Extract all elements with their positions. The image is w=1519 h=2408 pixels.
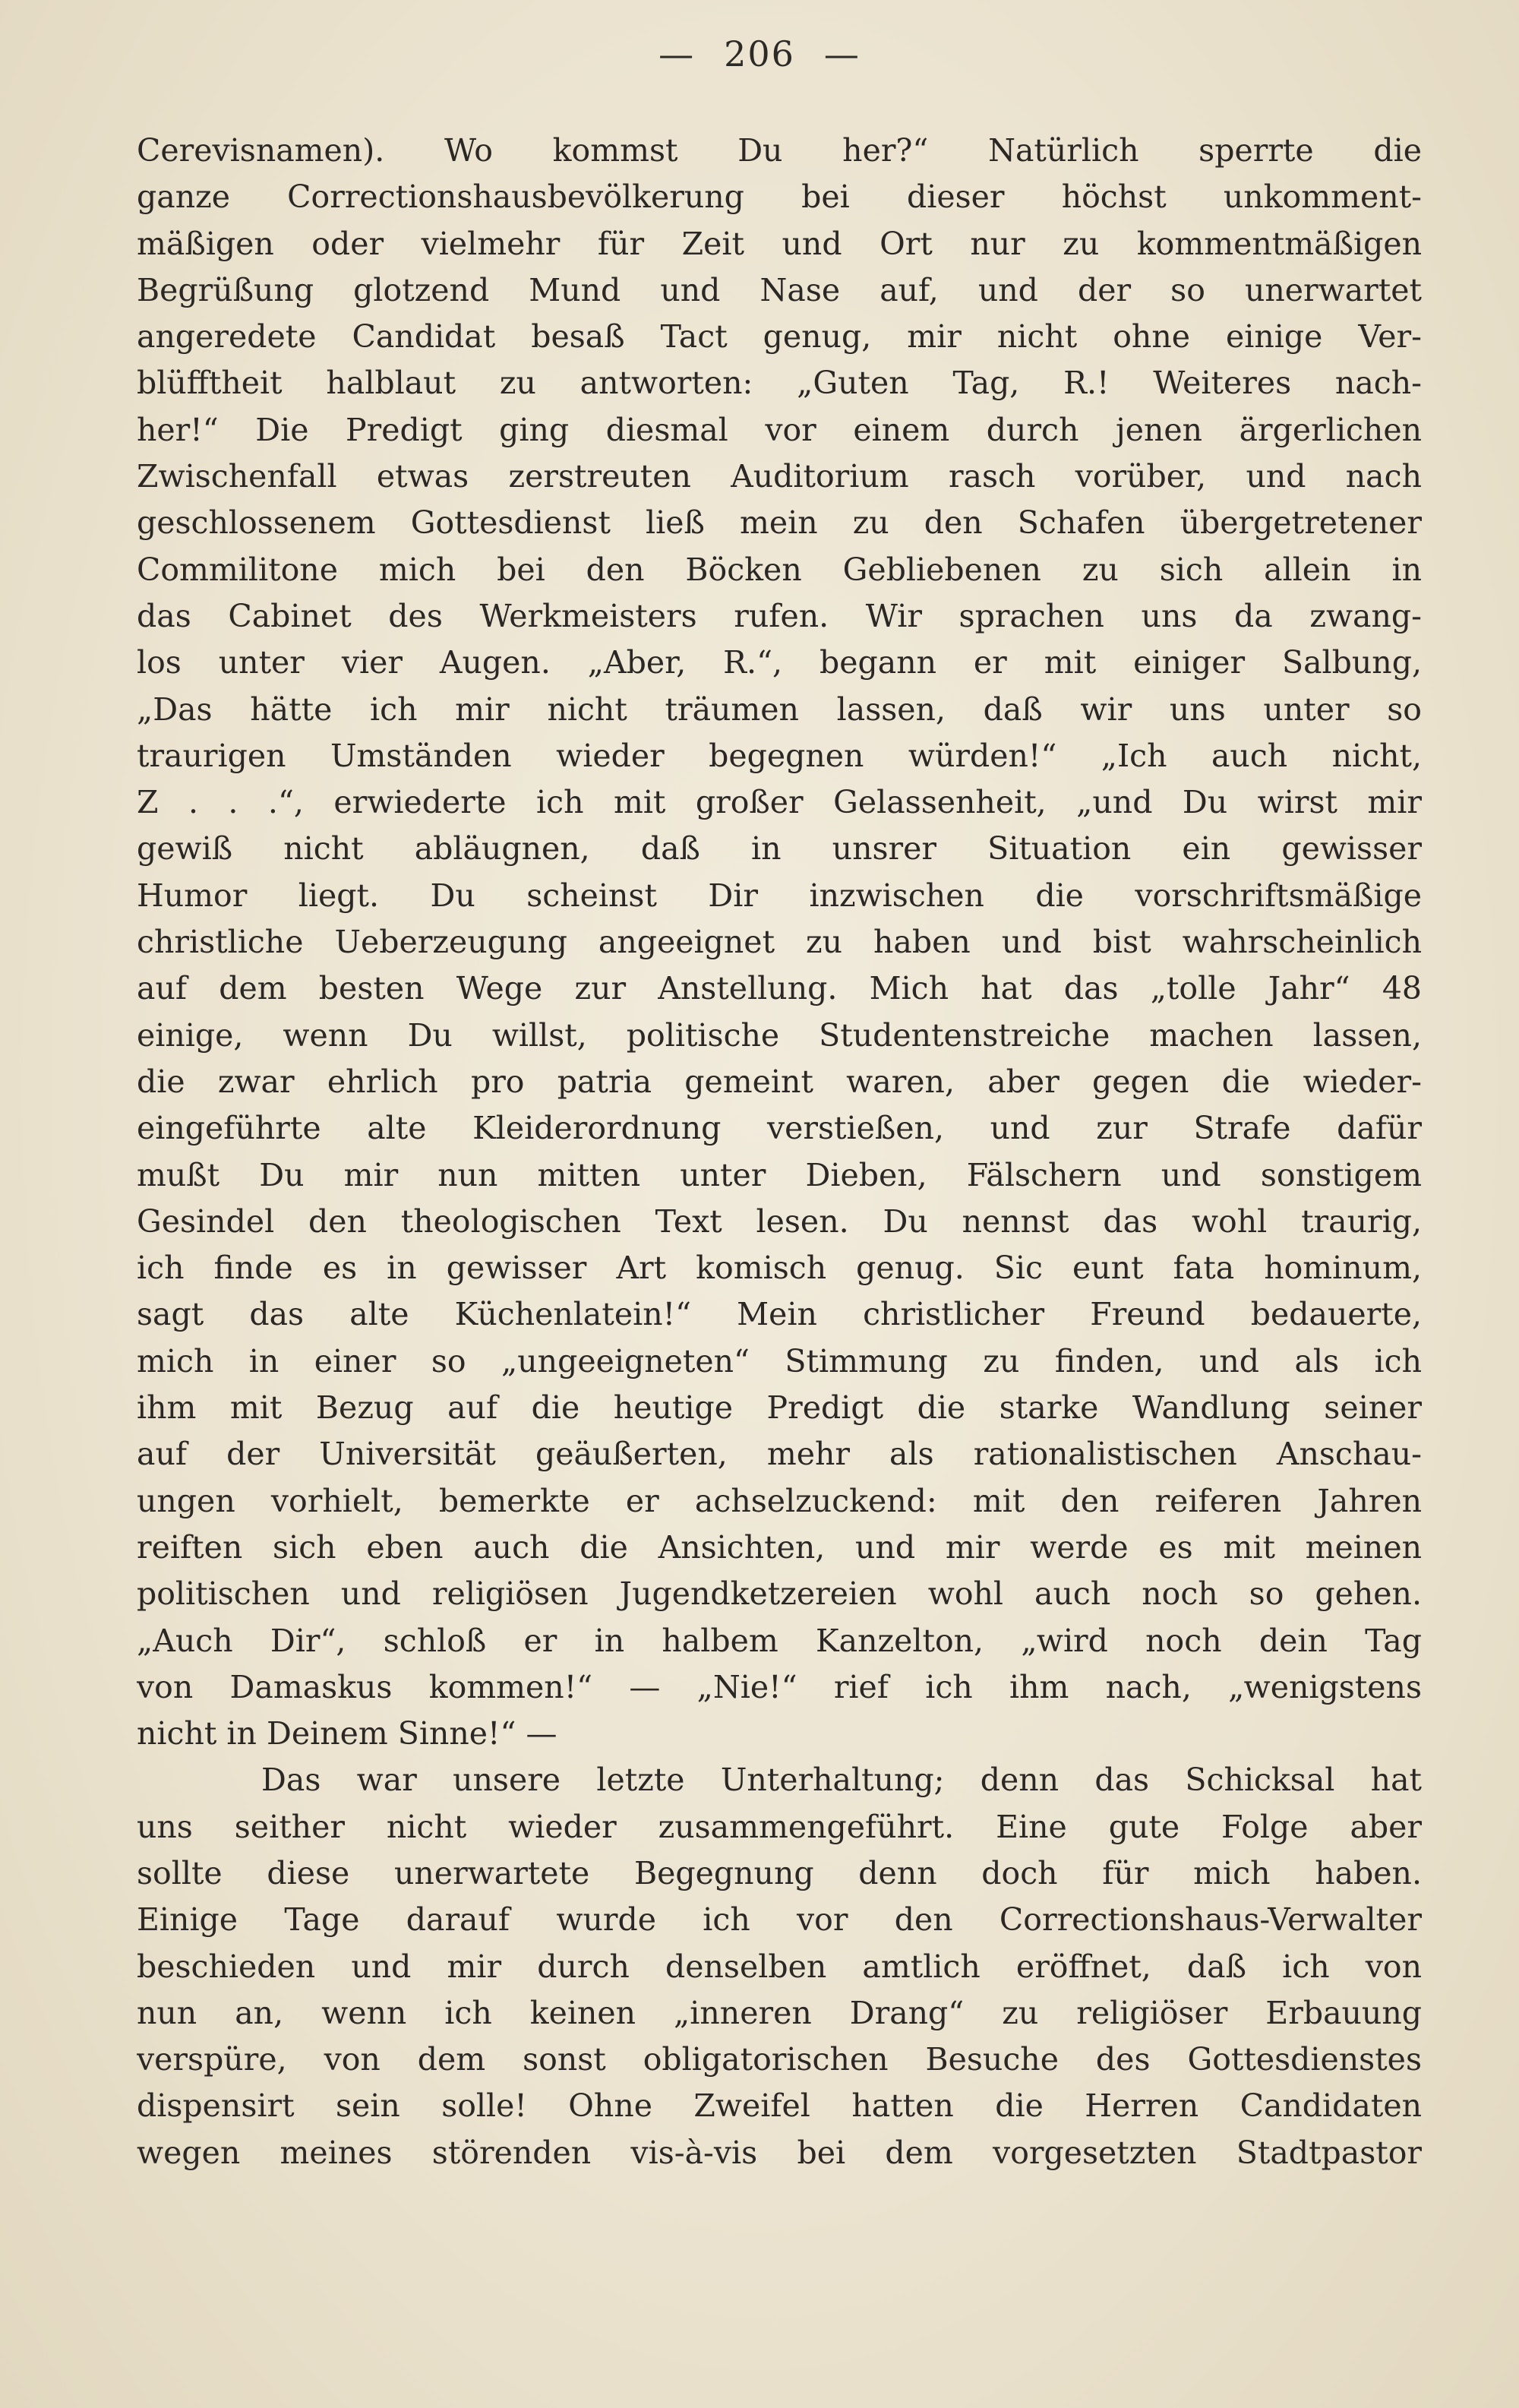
header-dash-left: — xyxy=(658,33,696,74)
paragraph-end-line: nicht in Deinem Sinne!“ — xyxy=(137,1715,557,1752)
header-dash-right: — xyxy=(823,33,861,74)
text-line: die zwar ehrlich pro patria gemeint waren, aber gegen die wieder- xyxy=(137,1063,1422,1100)
text-line: Einige Tage darauf wurde ich vor den Correctionshaus-Verwalter xyxy=(137,1901,1422,1939)
text-line: Humor liegt. Du scheinst Dir inzwischen die vorschriftsmäßige xyxy=(137,877,1422,914)
text-line: einige, wenn Du willst, politische Studentenstreiche machen lassen, xyxy=(137,1016,1422,1054)
text-line: mäßigen oder vielmehr für Zeit und Ort nur zu kommentmäßigen xyxy=(137,225,1422,262)
text-line: geschlossenem Gottesdienst ließ mein zu den Schafen übergetretener xyxy=(137,504,1422,542)
text-line: „Auch Dir“, schloß er in halbem Kanzelton, „wird noch dein Tag xyxy=(137,1622,1422,1659)
text-line: Cerevisnamen). Wo kommst Du her?“ Natürlich sperrte die xyxy=(137,132,1422,169)
text-line: traurigen Umständen wieder begegnen würden!“ „Ich auch nicht, xyxy=(137,737,1422,774)
page-header xyxy=(0,33,1519,74)
text-line: blüfftheit halblaut zu antworten: „Guten Tag, R.! Weiteres nach- xyxy=(137,365,1422,402)
body-text xyxy=(137,128,1422,2176)
text-line: auf dem besten Wege zur Anstellung. Mich hat das „tolle Jahr“ 48 xyxy=(137,970,1422,1007)
text-line: sagt das alte Küchenlatein!“ Mein christlicher Freund bedauerte, xyxy=(137,1296,1422,1333)
text-line: her!“ Die Predigt ging diesmal vor einem durch jenen ärgerlichen xyxy=(137,411,1422,448)
text-line: Zwischenfall etwas zerstreuten Auditorium rasch vorüber, und nach xyxy=(137,458,1422,495)
text-line: reiften sich eben auch die Ansichten, und mir werde es mit meinen xyxy=(137,1528,1422,1566)
text-line: Commilitone mich bei den Böcken Gebliebenen zu sich allein in xyxy=(137,551,1422,588)
text-line: dispensirt sein solle! Ohne Zweifel hatten die Herren Candidaten xyxy=(137,2087,1422,2125)
page-number: 206 xyxy=(724,33,795,74)
paragraph-start-line: Das war unsere letzte Unterhaltung; denn das Schicksal hat xyxy=(261,1762,1422,1799)
text-line: Z . . .“, erwiederte ich mit großer Gelassenheit, „und Du wirst mir xyxy=(137,784,1422,821)
text-line: ihm mit Bezug auf die heutige Predigt die starke Wandlung seiner xyxy=(137,1389,1422,1427)
text-line: uns seither nicht wieder zusammengeführt. Eine gute Folge aber xyxy=(137,1808,1422,1845)
text-line: politischen und religiösen Jugendketzereien wohl auch noch so gehen. xyxy=(137,1575,1422,1613)
text-line: auf der Universität geäußerten, mehr als rationalistischen Anschau- xyxy=(137,1436,1422,1473)
text-line: mußt Du mir nun mitten unter Dieben, Fälschern und sonstigem xyxy=(137,1156,1422,1193)
text-line: beschieden und mir durch denselben amtlich eröffnet, daß ich von xyxy=(137,1948,1422,1985)
text-line: ich finde es in gewisser Art komisch genug. Sic eunt fata hominum, xyxy=(137,1250,1422,1287)
text-line: nun an, wenn ich keinen „inneren Drang“ zu religiöser Erbauung xyxy=(137,1994,1422,2031)
text-line: eingeführte alte Kleiderordnung verstießen, und zur Strafe dafür xyxy=(137,1110,1422,1147)
text-line: los unter vier Augen. „Aber, R.“, begann er mit einiger Salbung, xyxy=(137,644,1422,681)
text-line: ganze Correctionshausbevölkerung bei dieser höchst unkomment- xyxy=(137,179,1422,216)
text-line: das Cabinet des Werkmeisters rufen. Wir sprachen uns da zwang- xyxy=(137,597,1422,634)
text-line: wegen meines störenden vis-à-vis bei dem vorgesetzten Stadtpastor xyxy=(137,2134,1422,2171)
text-line: gewiß nicht abläugnen, daß in unsrer Situation ein gewisser xyxy=(137,830,1422,867)
text-line: sollte diese unerwartete Begegnung denn doch für mich haben. xyxy=(137,1854,1422,1891)
text-line: angeredete Candidat besaß Tact genug, mir nicht ohne einige Ver- xyxy=(137,318,1422,356)
text-line: ungen vorhielt, bemerkte er achselzuckend: mit den reiferen Jahren xyxy=(137,1482,1422,1519)
text-line: Gesindel den theologischen Text lesen. Du nennst das wohl traurig, xyxy=(137,1202,1422,1240)
text-line: christliche Ueberzeugung angeeignet zu haben und bist wahrscheinlich xyxy=(137,924,1422,961)
text-line: Begrüßung glotzend Mund und Nase auf, und der so unerwartet xyxy=(137,271,1422,308)
text-line: „Das hätte ich mir nicht träumen lassen, daß wir uns unter so xyxy=(137,690,1422,728)
text-line: mich in einer so „ungeeigneten“ Stimmung zu finden, und als ich xyxy=(137,1342,1422,1379)
text-line: verspüre, von dem sonst obligatorischen Besuche des Gottesdienstes xyxy=(137,2041,1422,2078)
text-line: von Damaskus kommen!“ — „Nie!“ rief ich ihm nach, „wenigstens xyxy=(137,1668,1422,1705)
